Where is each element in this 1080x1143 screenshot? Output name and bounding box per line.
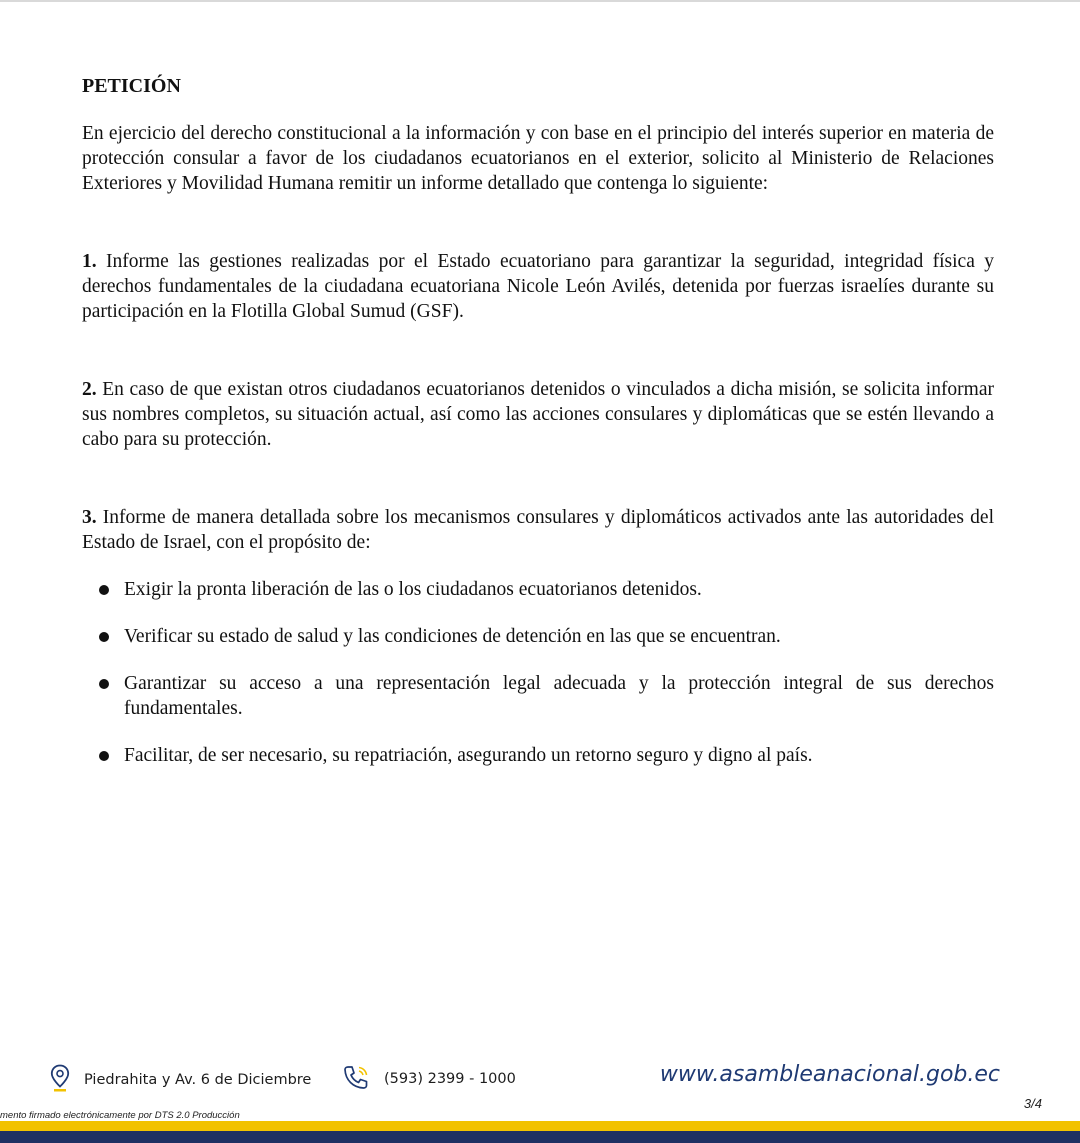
list-item [82, 671, 994, 721]
phone-text: (593) 2399 - 1000 [384, 1071, 516, 1087]
list-item-text: Garantizar su acceso a una representación legal adecuada y la protección integral de sus derechos fundamentales. [124, 673, 994, 719]
item-text: En caso de que existan otros ciudadanos ecuatorianos detenidos o vinculados a dicha misión, se solicita informar sus nombres completos, su situación actual, así como las acciones consulares y diplomáticas que se estén llevando a cabo para su protección. [82, 379, 994, 450]
item-number: 1. [82, 251, 97, 272]
list-item-text: Facilitar, de ser necesario, su repatriación, asegurando un retorno seguro y digno al país. [124, 745, 813, 766]
item-text: Informe las gestiones realizadas por el Estado ecuatoriano para garantizar la seguridad, integridad física y derechos fundamentales de la ciudadana ecuatoriana Nicole León Avilés, detenida por fuerzas israelíes durante su participación en la Flotilla Global Sumud (GSF). [82, 251, 994, 322]
footer-phone [342, 1064, 516, 1094]
list-item-text: Verificar su estado de salud y las condiciones de detención en las que se encuentran. [124, 626, 781, 647]
request-item-1 [82, 249, 994, 324]
bullet-icon [99, 751, 109, 761]
item-number: 2. [82, 379, 97, 400]
page-footer [0, 1058, 1080, 1098]
item-number: 3. [82, 507, 97, 528]
list-item [82, 577, 994, 602]
intro-paragraph: En ejercicio del derecho constitucional a la información y con base en el principio del interés superior en materia de protección consular a favor de los ciudadanos ecuatorianos en el exterior, solicito al Ministerio de Relaciones Exteriores y Movilidad Humana remitir un informe detallado que contenga lo siguiente: [82, 123, 994, 194]
request-item-3 [82, 505, 994, 555]
bullet-icon [99, 585, 109, 595]
page-number: 3/4 [1023, 1096, 1042, 1111]
request-item-2 [82, 377, 994, 452]
document-body [82, 70, 994, 790]
footer-bar-yellow [0, 1121, 1080, 1131]
list-item [82, 624, 994, 649]
section-heading: PETICIÓN [82, 75, 181, 97]
footer-bar-navy [0, 1131, 1080, 1143]
address-text: Piedrahita y Av. 6 de Diciembre [84, 1072, 312, 1088]
bullet-icon [99, 632, 109, 642]
location-pin-icon [50, 1064, 70, 1096]
top-border [0, 0, 1080, 2]
list-item-text: Exigir la pronta liberación de las o los ciudadanos ecuatorianos detenidos. [124, 579, 702, 600]
signature-note: mento firmado electrónicamente por DTS 2.0 Producción [0, 1110, 240, 1121]
phone-icon [342, 1064, 370, 1094]
footer-address [50, 1064, 311, 1096]
purpose-list [82, 577, 994, 768]
list-item [82, 743, 994, 768]
website-link[interactable]: www.asambleanacional.gob.ec [659, 1062, 1000, 1087]
item-text: Informe de manera detallada sobre los mecanismos consulares y diplomáticos activados ante las autoridades del Estado de Israel, con el propósito de: [82, 507, 994, 553]
bullet-icon [99, 679, 109, 689]
